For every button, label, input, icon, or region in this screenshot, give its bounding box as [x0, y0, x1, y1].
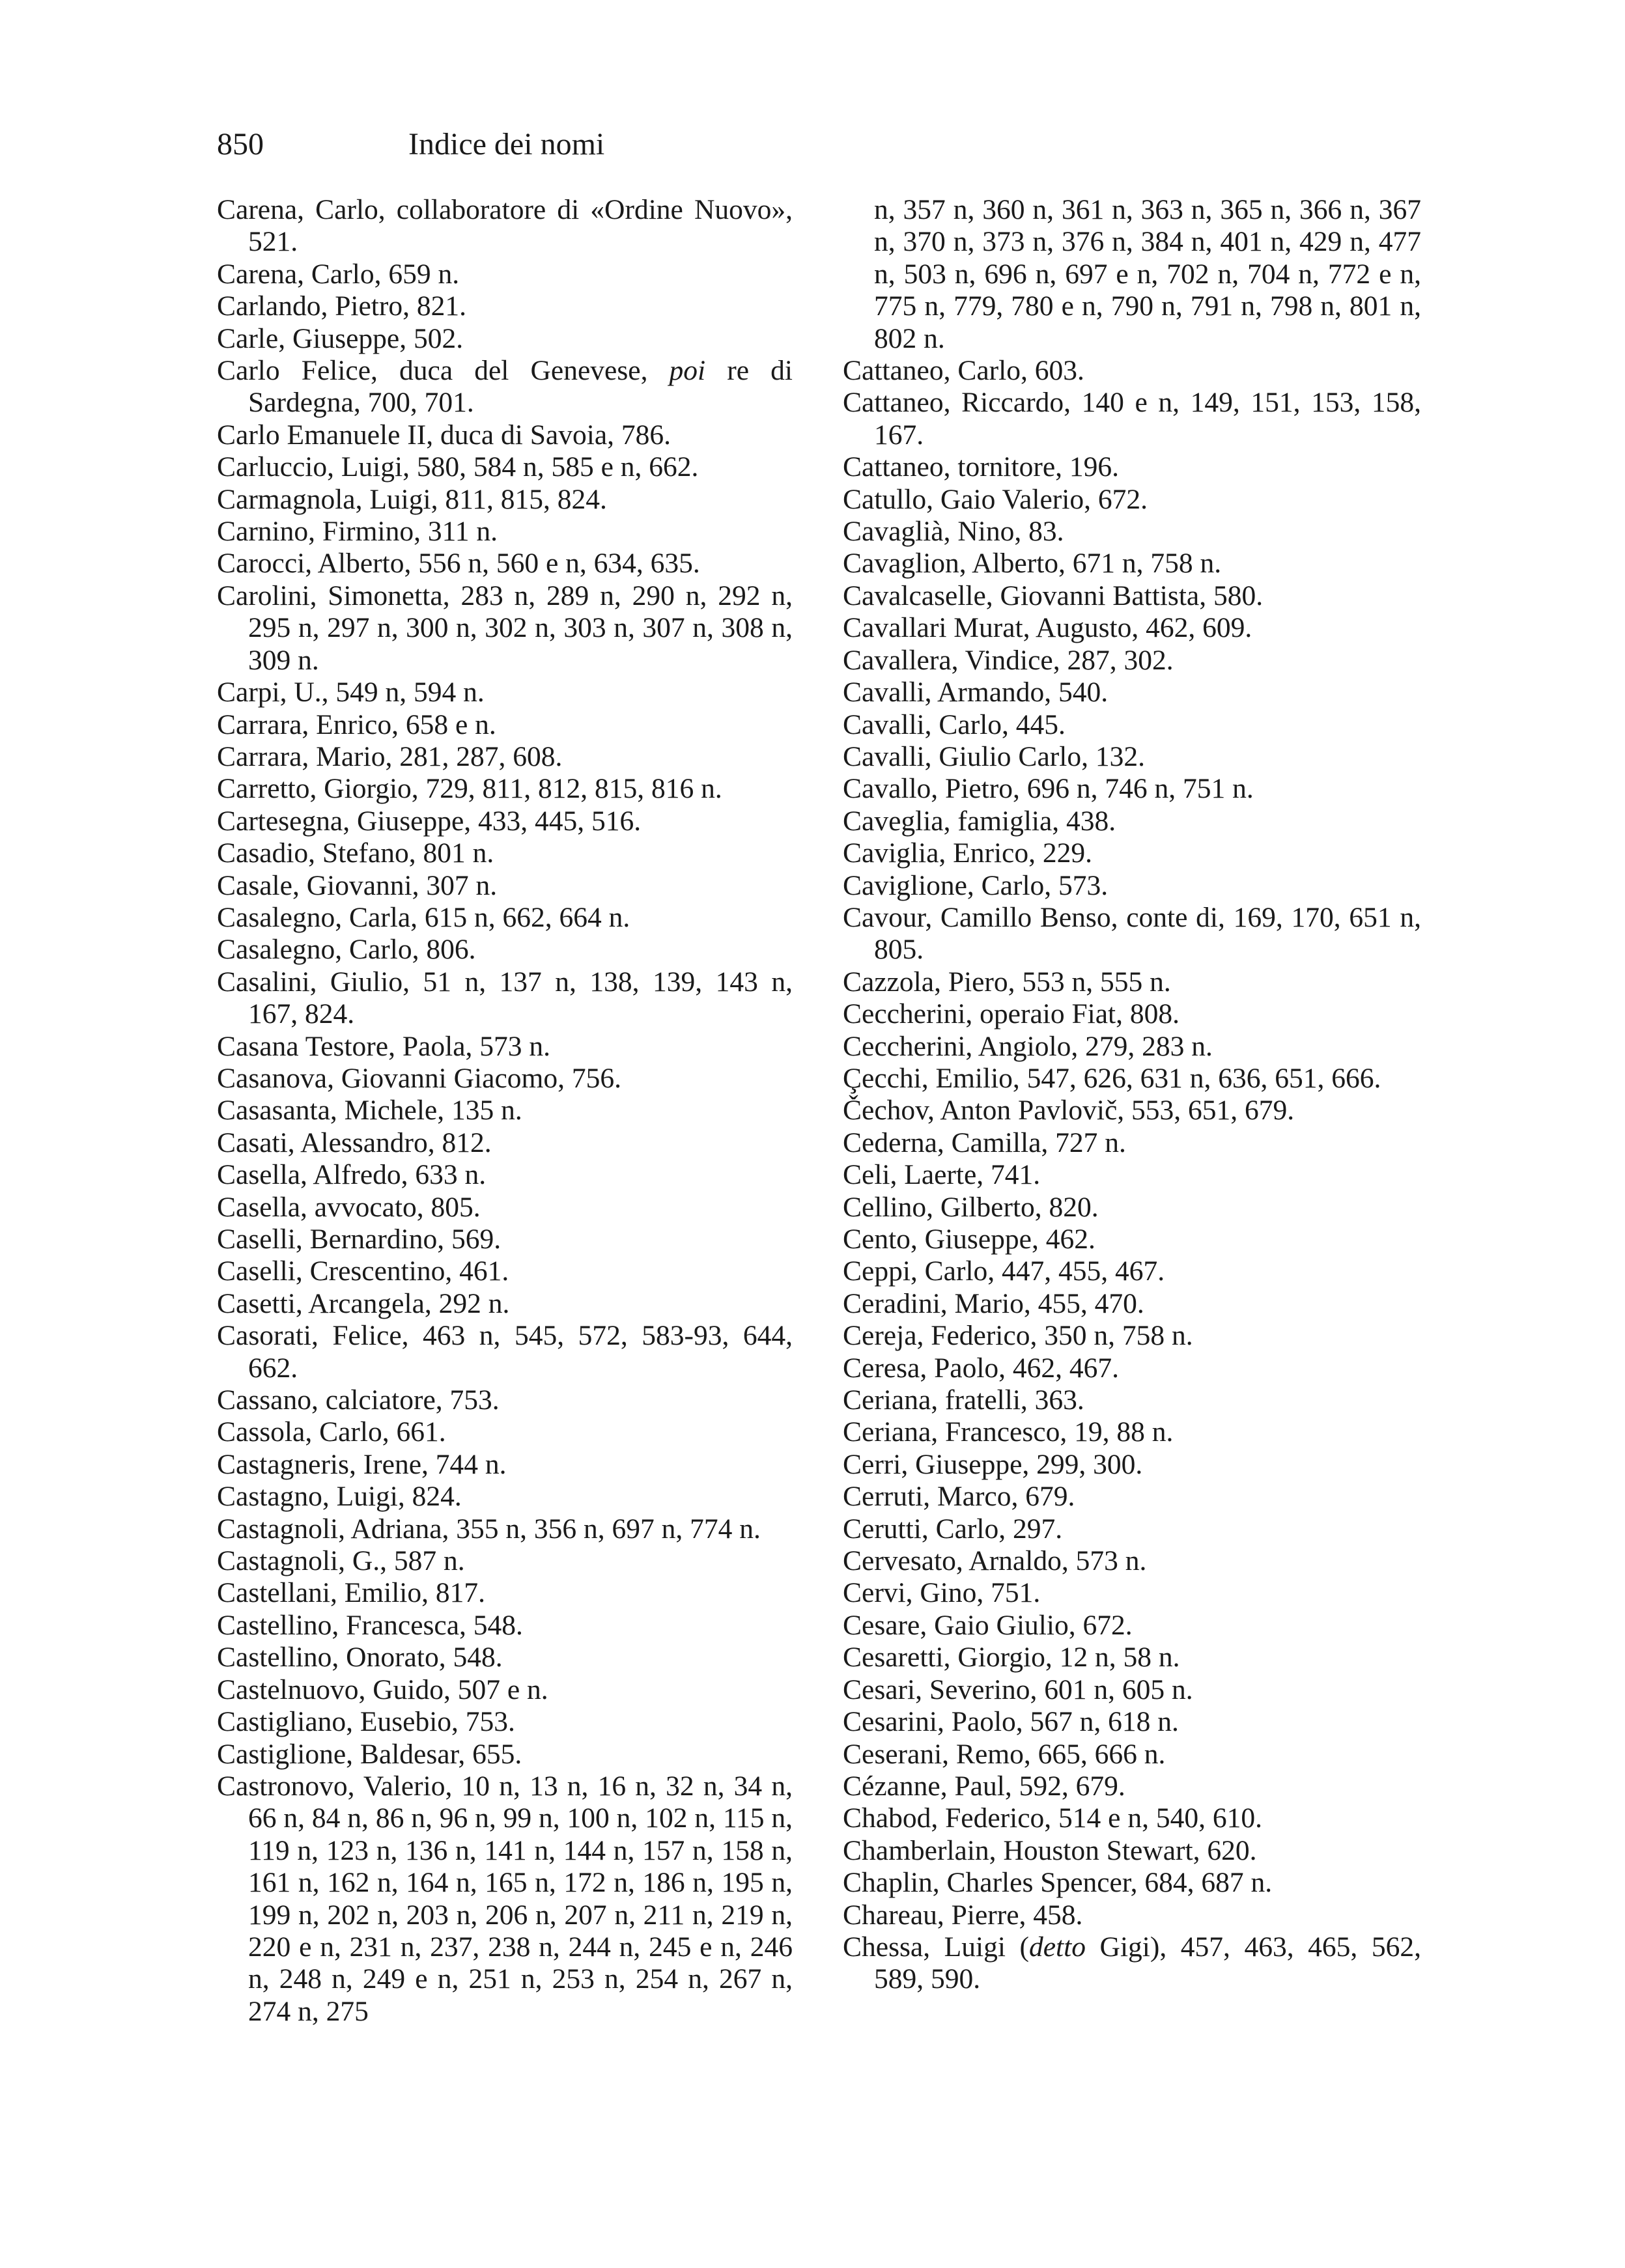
- index-entry: Cavallo, Pietro, 696 n, 746 n, 751 n.: [843, 773, 1254, 805]
- index-entry: Ceppi, Carlo, 447, 455, 467.: [843, 1255, 1165, 1287]
- index-column-left: [217, 194, 793, 2028]
- index-entry: Castellani, Emilio, 817.: [217, 1577, 485, 1609]
- index-entry: Castigliano, Eusebio, 753.: [217, 1706, 515, 1738]
- index-entry: Casella, Alfredo, 633 n.: [217, 1159, 487, 1191]
- index-entry: Ceserani, Remo, 665, 666 n.: [843, 1738, 1166, 1770]
- index-entry: Cattaneo, tornitore, 196.: [843, 451, 1120, 483]
- index-entry: Caviglia, Enrico, 229.: [843, 837, 1092, 869]
- index-entry: Cavallera, Vindice, 287, 302.: [843, 644, 1174, 676]
- index-entry: Cerruti, Marco, 679.: [843, 1481, 1075, 1513]
- index-entry: Casella, avvocato, 805.: [217, 1191, 481, 1223]
- index-entry: Cavalli, Giulio Carlo, 132.: [843, 740, 1145, 772]
- index-entry: Cattaneo, Carlo, 603.: [843, 355, 1084, 387]
- index-entry: Casasanta, Michele, 135 n.: [217, 1095, 522, 1127]
- index-entry: Casale, Giovanni, 307 n.: [217, 869, 498, 901]
- index-entry: Ceradini, Mario, 455, 470.: [843, 1287, 1144, 1319]
- index-entry: Cederna, Camilla, 727 n.: [843, 1127, 1126, 1158]
- index-entry: Carlando, Pietro, 821.: [217, 290, 466, 322]
- index-entry: Chessa, Luigi (detto Gigi), 457, 463, 465, 562, 589, 590.: [843, 1931, 1422, 1995]
- index-entry: Celi, Laerte, 741.: [843, 1159, 1041, 1191]
- index-entry: Caselli, Bernardino, 569.: [217, 1224, 502, 1255]
- index-entry: Caviglione, Carlo, 573.: [843, 869, 1109, 901]
- index-entry: Carrara, Enrico, 658 e n.: [217, 708, 496, 740]
- index-entry: Cattaneo, Riccardo, 140 e n, 149, 151, 153, 158, 167.: [843, 387, 1421, 451]
- index-entry: Castagnoli, G., 587 n.: [217, 1545, 465, 1577]
- index-entry: Cavalli, Armando, 540.: [843, 677, 1109, 708]
- index-entry: Carretto, Giorgio, 729, 811, 812, 815, 816 n.: [217, 773, 722, 805]
- index-entry: Cazzola, Piero, 553 n, 555 n.: [843, 966, 1171, 998]
- index-entry: Čechov, Anton Pavlovič, 553, 651, 679.: [843, 1095, 1295, 1127]
- index-entry: Ceriana, Francesco, 19, 88 n.: [843, 1416, 1174, 1448]
- index-entry: Cesarini, Paolo, 567 n, 618 n.: [843, 1706, 1179, 1738]
- index-entry: Carlo Felice, duca del Genevese, poi re di Sardegna, 700, 701.: [217, 355, 793, 419]
- index-entry: Carnino, Firmino, 311 n.: [217, 516, 498, 548]
- index-entry: Casana Testore, Paola, 573 n.: [217, 1030, 550, 1062]
- index-entry: Casorati, Felice, 463 n, 545, 572, 583-93, 644, 662.: [217, 1320, 793, 1384]
- index-entry: Carpi, U., 549 n, 594 n.: [217, 677, 485, 708]
- index-entry: Cervesato, Arnaldo, 573 n.: [843, 1545, 1147, 1577]
- index-entry: Carmagnola, Luigi, 811, 815, 824.: [217, 483, 607, 515]
- index-entry: Cavaglion, Alberto, 671 n, 758 n.: [843, 548, 1222, 580]
- index-entry: Catullo, Gaio Valerio, 672.: [843, 483, 1148, 515]
- index-entry: Caselli, Crescentino, 461.: [217, 1255, 509, 1287]
- index-entry: Cereja, Federico, 350 n, 758 n.: [843, 1320, 1193, 1352]
- index-entry: Cavour, Camillo Benso, conte di, 169, 170, 651 n, 805.: [843, 901, 1421, 966]
- index-entry: Casetti, Arcangela, 292 n.: [217, 1287, 510, 1319]
- index-entry: Cento, Giuseppe, 462.: [843, 1224, 1095, 1255]
- index-entry: Chaplin, Charles Spencer, 684, 687 n.: [843, 1867, 1273, 1899]
- index-entry: Ceresa, Paolo, 462, 467.: [843, 1352, 1120, 1384]
- index-entry: Ceccherini, Angiolo, 279, 283 n.: [843, 1030, 1213, 1062]
- index-entry: Chabod, Federico, 514 e n, 540, 610.: [843, 1802, 1262, 1834]
- index-entry: Castagneris, Irene, 744 n.: [217, 1448, 507, 1480]
- index-entry: Cesari, Severino, 601 n, 605 n.: [843, 1673, 1193, 1705]
- index-entry: Cerri, Giuseppe, 299, 300.: [843, 1448, 1143, 1480]
- index-entry: Castagno, Luigi, 824.: [217, 1481, 462, 1513]
- index-entry: Carena, Carlo, collaboratore di «Ordine Nuovo», 521.: [217, 194, 793, 258]
- index-entry: Cézanne, Paul, 592, 679.: [843, 1770, 1125, 1802]
- index-entry: Cassola, Carlo, 661.: [217, 1416, 446, 1448]
- running-title: Indice dei nomi: [408, 127, 605, 161]
- index-entry: Caveglia, famiglia, 438.: [843, 805, 1116, 837]
- index-entry: Castellino, Onorato, 548.: [217, 1642, 503, 1673]
- index-entry: Cassano, calciatore, 753.: [217, 1384, 500, 1416]
- index-entry: Casalegno, Carla, 615 n, 662, 664 n.: [217, 901, 630, 933]
- index-entry: Cesaretti, Giorgio, 12 n, 58 n.: [843, 1642, 1180, 1673]
- index-entry: Cavalli, Carlo, 445.: [843, 708, 1066, 740]
- index-entry: Carrara, Mario, 281, 287, 608.: [217, 740, 563, 772]
- index-entry: Casalini, Giulio, 51 n, 137 n, 138, 139, 143 n, 167, 824.: [217, 966, 793, 1030]
- index-entry: Castagnoli, Adriana, 355 n, 356 n, 697 n, 774 n.: [217, 1513, 761, 1545]
- index-entry: Casati, Alessandro, 812.: [217, 1127, 492, 1158]
- index-entry: Cerutti, Carlo, 297.: [843, 1513, 1063, 1545]
- page-number: 850: [217, 127, 264, 161]
- index-entry: Chareau, Pierre, 458.: [843, 1899, 1083, 1931]
- index-entry: Casanova, Giovanni Giacomo, 756.: [217, 1062, 621, 1094]
- index-entry: Carena, Carlo, 659 n.: [217, 258, 460, 290]
- index-entry: Cellino, Gilberto, 820.: [843, 1191, 1099, 1223]
- index-entry: Castelnuovo, Guido, 507 e n.: [217, 1673, 548, 1705]
- index-entry: Cavaglià, Nino, 83.: [843, 516, 1064, 548]
- index-entry: Carolini, Simonetta, 283 n, 289 n, 290 n, 292 n, 295 n, 297 n, 300 n, 302 n, 303 n, 307 n, 308 n, 309 n.: [217, 580, 793, 676]
- index-entry-continuation: n, 357 n, 360 n, 361 n, 363 n, 365 n, 366 n, 367 n, 370 n, 373 n, 376 n, 384 n, 401 n, 429 n, 477 n, 503 n, 696 n, 697 e n, 702 n, 704 n, 772 e n, 775 n, 779, 780 e n, 790 n, 791 n, 798 n, 801 n, 802 n.: [874, 194, 1421, 354]
- index-entry: Chamberlain, Houston Stewart, 620.: [843, 1834, 1257, 1866]
- index-entry: Castronovo, Valerio, 10 n, 13 n, 16 n, 32 n, 34 n, 66 n, 84 n, 86 n, 96 n, 99 n, 100 n, 102 n, 115 n, 119 n, 123 n, 136 n, 141 n, 144 n, 157 n, 158 n, 161 n, 162 n, 164 n, 165 n, 172 n, 186 n, 195 n, 199 n, 202 n, 203 n, 206 n, 207 n, 211 n, 219 n, 220 e n, 231 n, 237, 238 n, 244 n, 245 e n, 246 n, 248 n, 249 e n, 251 n, 253 n, 254 n, 267 n, 274 n, 275: [217, 1770, 793, 2027]
- index-entry: Cavalcaselle, Giovanni Battista, 580.: [843, 580, 1264, 611]
- index-entry: Çecchi, Emilio, 547, 626, 631 n, 636, 651, 666.: [843, 1062, 1381, 1094]
- index-entry: Castiglione, Baldesar, 655.: [217, 1738, 522, 1770]
- index-entry: Ceriana, fratelli, 363.: [843, 1384, 1084, 1416]
- index-entry: Carle, Giuseppe, 502.: [217, 322, 464, 354]
- index-entry: Casadio, Stefano, 801 n.: [217, 837, 494, 869]
- index-entry: Casalegno, Carlo, 806.: [217, 934, 476, 966]
- index-entry: Carlo Emanuele II, duca di Savoia, 786.: [217, 419, 671, 451]
- index-entry: Carocci, Alberto, 556 n, 560 e n, 634, 635.: [217, 548, 700, 580]
- index-entry: Cervi, Gino, 751.: [843, 1577, 1041, 1609]
- page-header: [217, 125, 604, 164]
- index-entry: Cavallari Murat, Augusto, 462, 609.: [843, 612, 1252, 644]
- index-entry: Castellino, Francesca, 548.: [217, 1609, 523, 1641]
- index-entry: Cartesegna, Giuseppe, 433, 445, 516.: [217, 805, 642, 837]
- index-entry: Ceccherini, operaio Fiat, 808.: [843, 998, 1180, 1030]
- index-entry: Carluccio, Luigi, 580, 584 n, 585 e n, 662.: [217, 451, 699, 483]
- index-entry: Cesare, Gaio Giulio, 672.: [843, 1609, 1133, 1641]
- index-column-right: [843, 194, 1421, 1996]
